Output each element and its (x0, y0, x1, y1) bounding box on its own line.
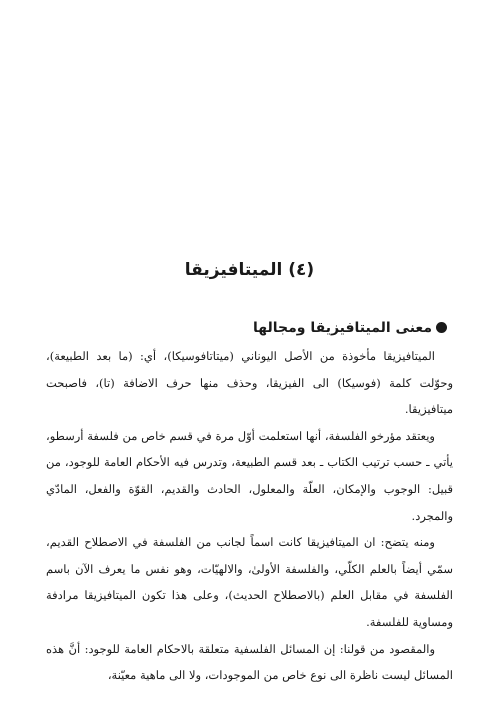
paragraph-4: والمقصود من قولنا: إن المسائل الفلسفية متعلقة بالاحكام العامة للوجود: أنَّ هذه المسائل ليست ناظرة الى نوع خاص من الموجودات، ولا الى ماهية معيّنة، (46, 641, 453, 683)
section-heading-text: معنى الميتافيزيقا ومجالها (253, 320, 432, 336)
body-text (46, 343, 453, 689)
chapter-title: (٤) الميتافيزيقا (184, 260, 315, 280)
paragraph-2: ويعتقد مؤرخو الفلسفة، أنها استعلمت أوّل مرة في قسم خاص من فلسفة أرسطو، يأتي ـ حسب ترتيب الكتاب ـ بعد قسم الطبيعة، وتدرس فيه الأحكام العامة للوجود، من قبيل: الوجوب والإمكان، العلّة والمعلول، الحادث والقديم، القوّة والفعل، المادّي والمجرد. (46, 428, 453, 523)
bullet-icon (436, 322, 447, 333)
section-heading (47, 316, 447, 340)
paragraph-1: الميتافيزيقا مأخوذة من الأصل اليوناني (ميتاتافوسيكا)، أي: (ما بعد الطبيعة)، وحوّلت كلمة (فوسيكا) الى الفيزيقا، وحذف منها حرف الاضافة (تا)، فاصبحت ميتافيزيقا. (46, 349, 453, 417)
paragraph-3: ومنه يتضح: ان الميتافيزيقا كانت اسماً لجانب من الفلسفة في الاصطلاح القديم، سمّي أيضاً بالعلم الكلّي، والفلسفة الأولىٰ، والالهيّات، وهو نفس ما يعرف الآن باسم الفلسفة في مقابل العلم (بالاصطلاح الحديث)، وعلى هذا تكون الميتافيزيقا مرادفة ومساوية للفلسفة. (46, 535, 453, 629)
